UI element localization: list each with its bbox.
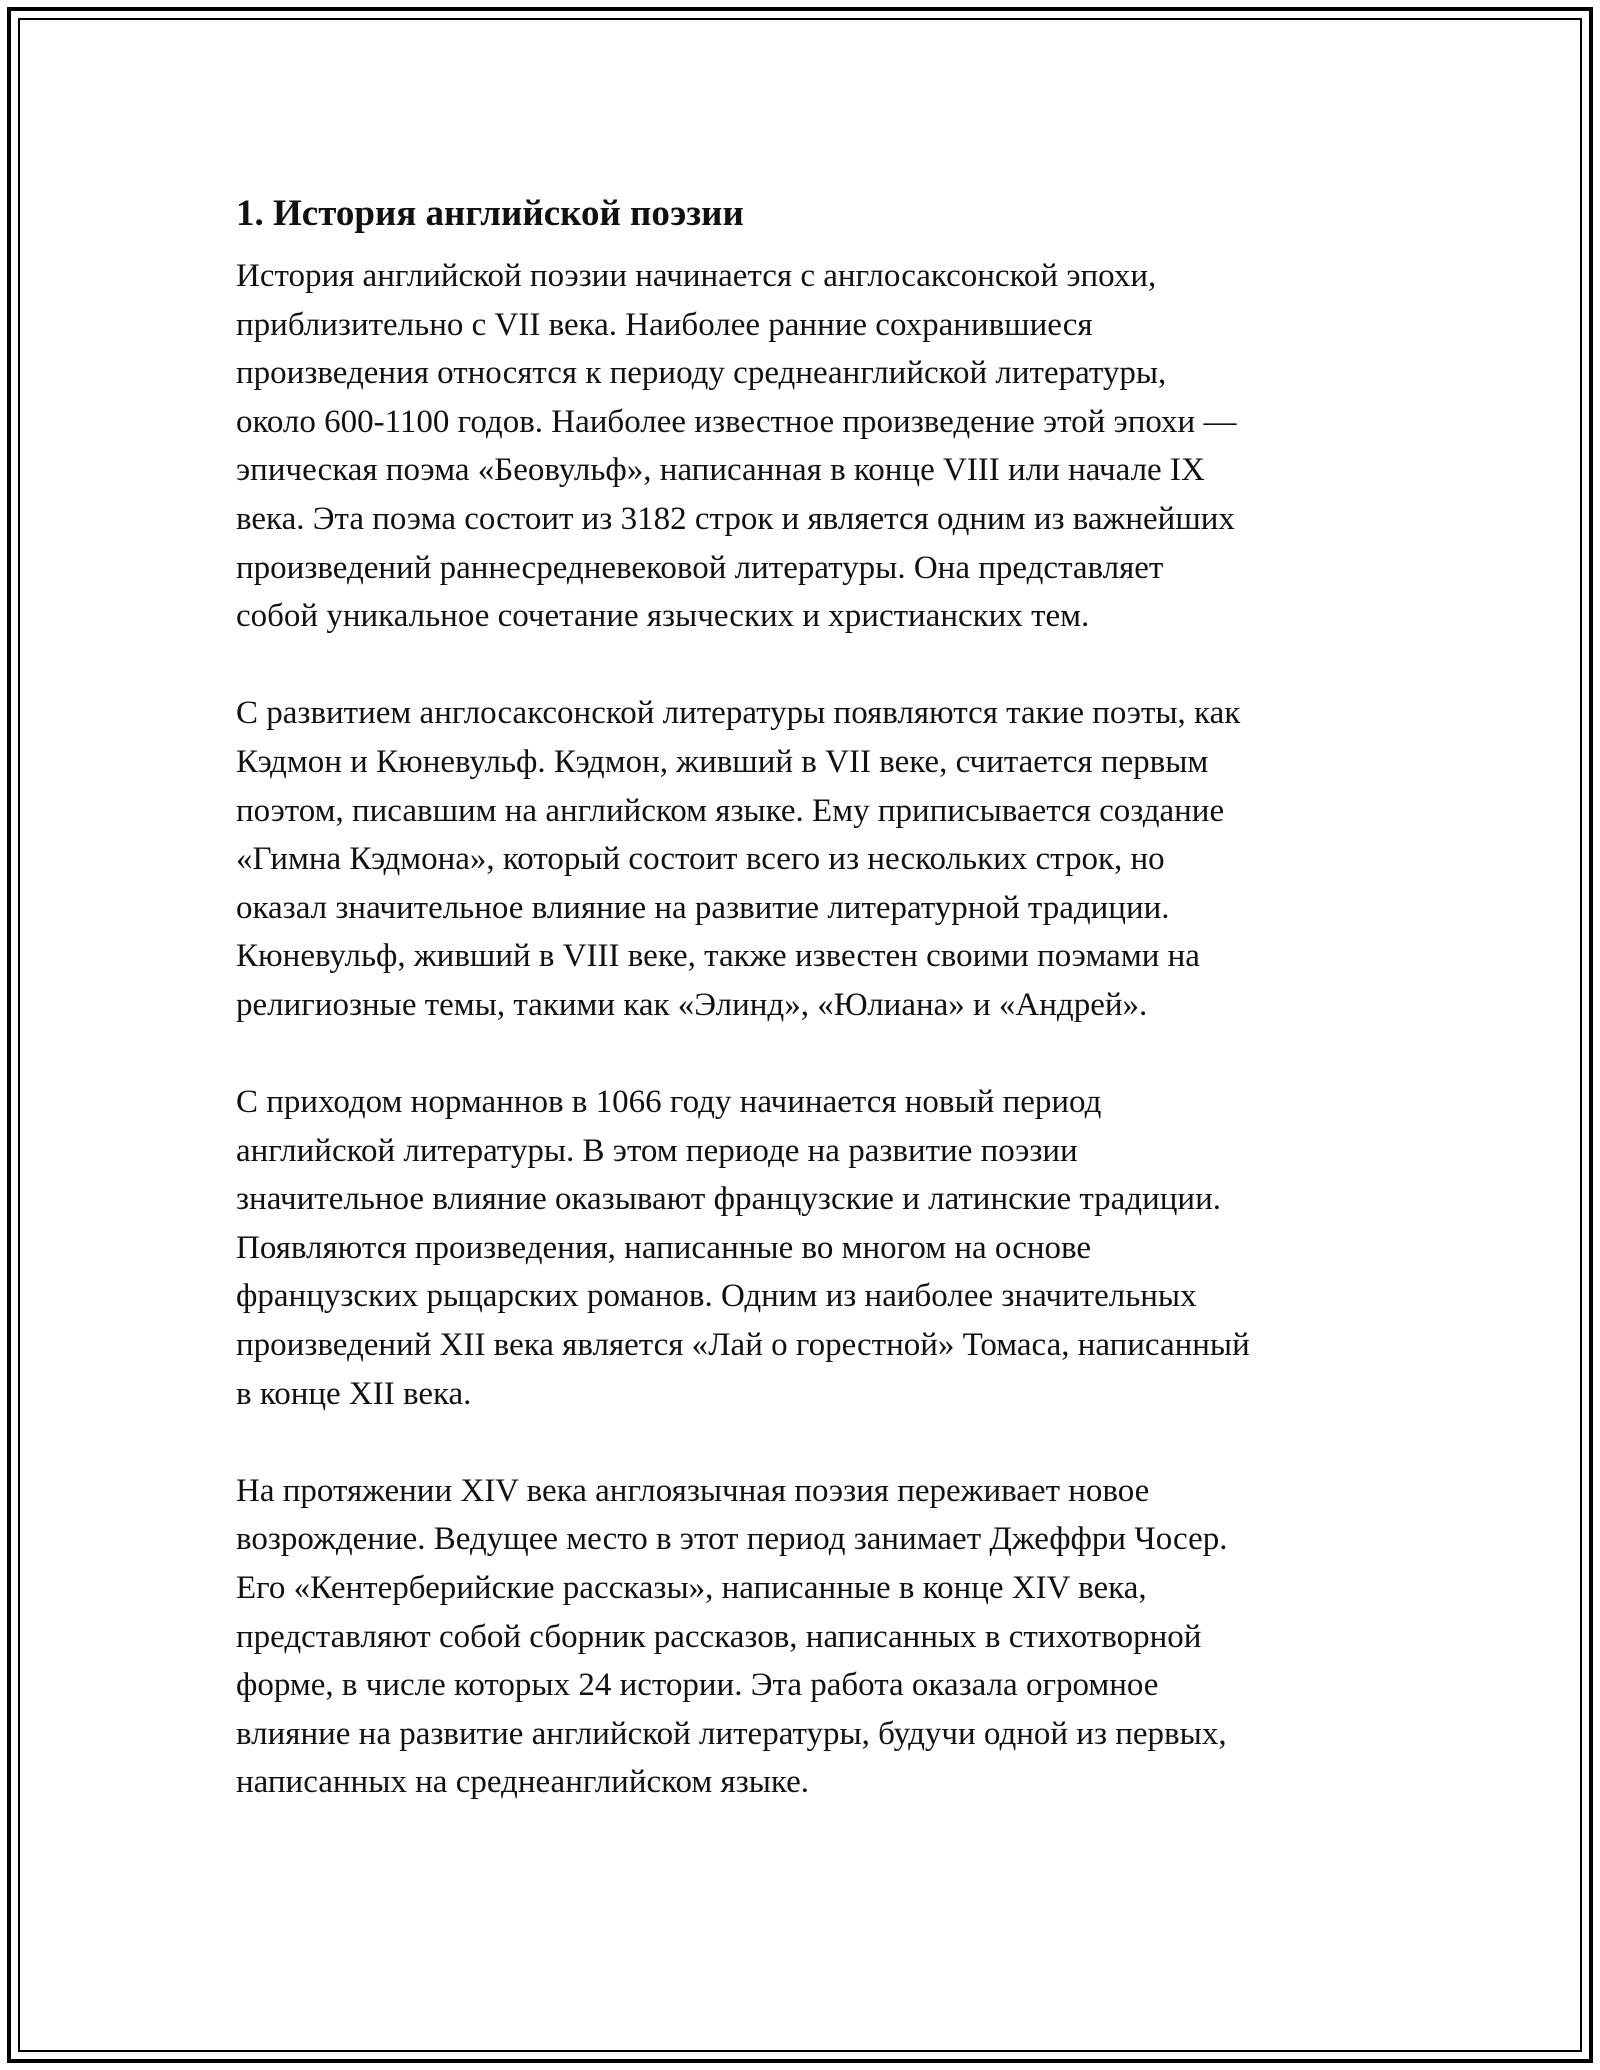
section-title: 1. История английской поэзии [236, 193, 744, 234]
paragraph-norman-period: С приходом норманнов в 1066 году начинается новый период английской литературы. В этом периоде на развитие поэзии значительное влияние оказывают французские и латинские традиции. Появляются произведения, написанные во многом на основе французских рыцарских романов. Одним из наиболее значительных произведений XII века является «Лай о горестной» Томаса, написанный в конце XII века. [236, 1084, 1250, 1412]
paragraph-anglo-saxon-era: История английской поэзии начинается с англосаксонской эпохи, приблизительно с VII века. Наиболее ранние сохранившиеся произведения относятся к периоду среднеанглийской литературы, около 600-1100 годов. Наиболее известное произведение этой эпохи — эпическая поэма «Беовульф», написанная в конце VIII или начале IX века. Эта поэма состоит из 3182 строк и является одним из важнейших произведений раннесредневековой литературы. Она представляет собой уникальное сочетание языческих и христианских тем. [236, 258, 1237, 635]
document-body [236, 186, 1376, 1807]
paragraph-chaucer: На протяжении XIV века англоязычная поэзия переживает новое возрождение. Ведущее место в этот период занимает Джеффри Чосер. Его «Кентерберийские рассказы», написанные в конце XIV века, представляют собой сборник рассказов, написанных в стихотворной форме, в числе которых 24 истории. Эта работа оказала огромное влияние на развитие английской литературы, будучи одной из первых, написанных на среднеанглийском языке. [236, 1472, 1228, 1801]
paragraph-caedmon-cynewulf: С развитием англосаксонской литературы появляются такие поэты, как Кэдмон и Кюневульф. Кэдмон, живший в VII веке, считается первым поэтом, писавшим на английском языке. Ему приписывается создание «Гимна Кэдмона», который состоит всего из нескольких строк, но оказал значительное влияние на развитие литературной традиции. Кюневульф, живший в VIII веке, также известен своими поэмами на религиозные темы, такими как «Элинд», «Юлиана» и «Андрей». [236, 695, 1241, 1023]
